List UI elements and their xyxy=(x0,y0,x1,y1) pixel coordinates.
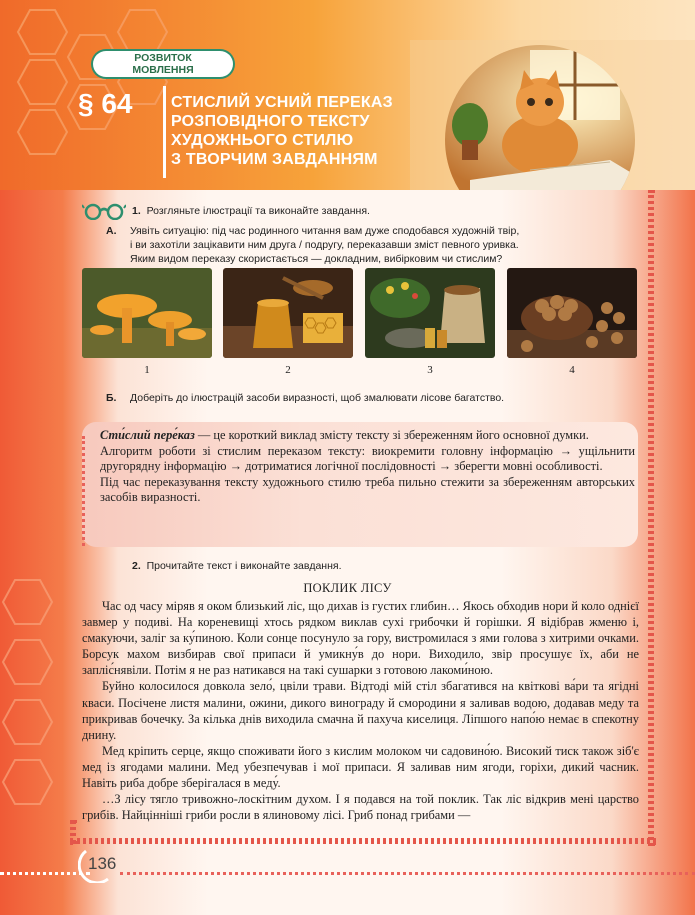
story-paragraph: …З лісу тягло тривожно-лоскітним духом. І я подався на той поклик. Так ліс відкрив мені царство грибів. Найцінніші гриби росли в ялиновому лісі. Гриб понад грибами — xyxy=(82,792,639,823)
cat-reading-illustration xyxy=(410,40,695,190)
tag-line-2: МОВЛЕННЯ xyxy=(132,63,194,76)
task-2-text: Прочитайте текст і виконайте завдання. xyxy=(146,560,342,572)
picture-label: 4 xyxy=(569,364,575,376)
footer-dots-right xyxy=(120,872,695,875)
task-1a-line: Уявіть ситуацію: під час родинного читання вам дуже сподобався художній твір, xyxy=(130,225,520,237)
title-line: СТИСЛИЙ УСНИЙ ПЕРЕКАЗ xyxy=(171,94,393,111)
tag-line-1: РОЗВИТОК xyxy=(134,52,192,64)
mushrooms-photo xyxy=(82,268,212,358)
title-line: З ТВОРЧИМ ЗАВДАННЯМ xyxy=(171,151,378,168)
definition-text xyxy=(100,428,635,506)
story-paragraph: Буйно колосилося довкола зело́, цвіли трави. Відтоді мій стіл збагатився на квіткові ва́ри та ягідні кваси. Посічене листя малини, ожини, дикого винограду й смородини я заливав водою, додавав меду та прикривав бочечку. За кілька днів виходила смачна й пахуча киселиця. Ліпшого напо́ю немає в спекотну днину. xyxy=(82,679,639,742)
title-line: РОЗПОВІДНОГО ТЕКСТУ xyxy=(171,113,370,130)
footer-dots-left xyxy=(0,872,90,875)
story-text xyxy=(82,598,639,823)
definition-body: — це короткий виклад змісту тексту зі збереженням його основної думки. xyxy=(194,428,589,442)
picture-label: 2 xyxy=(285,364,291,376)
definition-note: Під час переказування тексту художнього стилю треба пильно стежити за збереженням авторських засобів виразності. xyxy=(100,474,635,504)
frame-bottom-dots xyxy=(70,838,656,844)
hazelnuts-photo xyxy=(507,268,637,358)
task-1 xyxy=(132,204,370,218)
definition-term: Сти́слий пере́каз xyxy=(100,428,195,442)
herbs-photo xyxy=(365,268,495,358)
definition-dotted-border xyxy=(82,436,85,546)
task-1a-line: Яким видом переказу скористається — докладним, вибірковим чи стислим? xyxy=(130,253,503,265)
story-title: ПОКЛИК ЛІСУ xyxy=(303,581,392,595)
title-divider xyxy=(163,86,166,178)
task-1a-label: А. xyxy=(106,225,117,237)
story-paragraph: Мед кріпить серце, якщо споживати його з кислим молоком чи садовино́ю. Високий тиск також зіб'є мед із ягодами малини. Мед убезпечував і мої припаси. Я заливав ним ягоди, горіхи, дикий часник. Навіть риба добре зберігалася в меду́. xyxy=(82,743,639,791)
task-1b-label: Б. xyxy=(106,392,117,404)
hexagon-pattern-decor-bottom xyxy=(0,560,80,915)
task-1a-line: і ви захотіли зацікавити ним друга / подругу, переказавши зміст певного уривка. xyxy=(130,239,519,251)
frame-right-dots xyxy=(648,190,654,846)
task-2 xyxy=(132,559,341,573)
picture-label: 3 xyxy=(427,364,433,376)
task-2-number: 2. xyxy=(132,560,141,572)
section-number: § 64 xyxy=(78,88,133,119)
definition-algorithm: Алгоритм роботи зі стислим переказом тексту: виокремити головну інформацію → ущільнити другорядну інформацію → дотриматися логічної послідовності → зберегти мовні особливості. xyxy=(100,443,635,473)
page-number: 136 xyxy=(88,854,117,873)
task-1b-text: Доберіть до ілюстрацій засоби виразності, щоб змалювати лісове багатство. xyxy=(130,392,505,404)
page-title xyxy=(171,93,431,169)
glasses-icon xyxy=(82,202,126,220)
story-paragraph: Час од часу міряв я оком близький ліс, що дихав із густих глибин… Якось обходив нори й коло однієї завмер у подиві. На кореневищі хтось рядком виклав сухі грибочки й горішки. Я відібрав жменю і, смакуючи, заліг за ку́пиною. Коли сонце посунуло за гору, вистромилася з ями голова з хитрими очками. Борсук махом визбирав свої припаси й умикну́в до нори. Виходило, звір просушує їх, аби не запліс́нявіли. Потім я не раз натикався на такі сушарки з готовою лакоми́ною. xyxy=(82,599,639,678)
task-1-text: Розгляньте ілюстрації та виконайте завдання. xyxy=(146,205,370,217)
picture-label: 1 xyxy=(144,364,150,376)
task-1-number: 1. xyxy=(132,205,141,217)
title-line: ХУДОЖНЬОГО СТИЛЮ xyxy=(171,132,354,149)
honey-photo xyxy=(223,268,353,358)
section-category-tag xyxy=(93,51,233,77)
task-1a-text xyxy=(130,224,650,266)
definition-paragraph xyxy=(100,428,635,444)
